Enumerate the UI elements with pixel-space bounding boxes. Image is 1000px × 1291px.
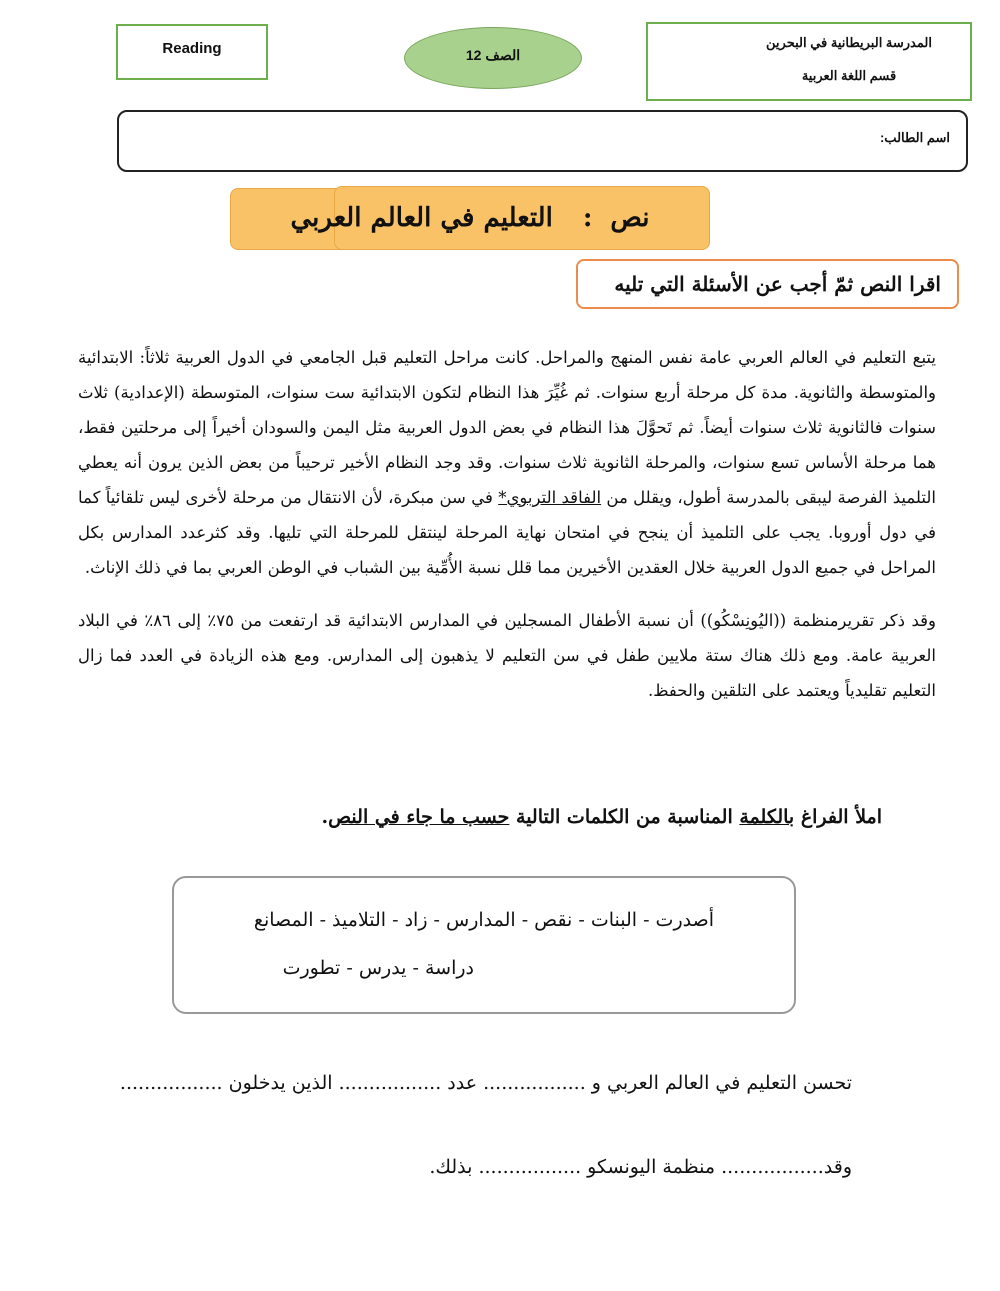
exercise-title-part4: حسب ما جاء في النص [328, 806, 510, 828]
title-colon: : [582, 203, 593, 233]
grade-label: الصف 12 [465, 46, 521, 63]
reading-passage [78, 340, 936, 708]
fill-sentence-1[interactable]: تحسن التعليم في العالم العربي و ................. عدد ................. الذين يدخلون ................. [119, 1072, 852, 1094]
exercise-title-part1: املأ الفراغ [800, 806, 882, 828]
grade-oval [404, 27, 582, 89]
exercise-title-part3: المناسبة من الكلمات التالية [516, 806, 733, 828]
school-name: المدرسة البريطانية في البحرين [766, 35, 932, 50]
passage-paragraph-1 [78, 340, 936, 585]
word-bank-line-2: دراسة - يدرس - تطورت [282, 957, 474, 979]
passage-paragraph-2: وقد ذكر تقريرمنظمة ((اليُونِسْكُو)) أن نسبة الأطفال المسجلين في المدارس الابتدائية قد ارتفعت من ٧٥٪ إلى ٨٦٪ في البلاد العربية عامة. ومع ذلك هناك ستة ملايين طفل في سن التعليم لا يذهبون إلى المدارس. ومع هذه الزيادة في العدد فما زال التعليم تقليدياً ويعتمد على التلقين والحفظ. [78, 611, 936, 700]
exercise-title-end: . [321, 806, 329, 828]
student-name-label: اسم الطالب: [879, 130, 950, 145]
word-bank-line-1: أصدرت - البنات - نقص - المدارس - زاد - التلاميذ - المصانع [253, 909, 714, 931]
reading-instruction [576, 259, 959, 309]
word-bank [172, 876, 796, 1014]
school-info-box [646, 22, 972, 101]
exercise-title [322, 806, 882, 828]
title-label: نص [610, 203, 650, 233]
educational-loss-term: الفاقد التربوي* [498, 488, 602, 507]
exercise-title-part2: بالكلمة [739, 806, 795, 828]
title-text: التعليم في العالم العربي [290, 203, 553, 233]
passage-p1-part2: في سن مبكرة، لأن الانتقال من مرحلة لأخرى ليس تلقائياً كما في دول أوروبا. يجب على التلميذ أن ينجح في امتحان نهاية المرحلة لينتقل للمرحلة التي تليها. وقد كثرعدد المدارس بكل المراحل في جميع الدول العربية خلال العقدين الأخيرين مما قلل نسبة الأُمِّية بين الشباب في الوطن العربي بما في ذلك الإناث. [78, 488, 936, 577]
passage-p1-part1: يتبع التعليم في العالم العربي عامة نفس المنهج والمراحل. كانت مراحل التعليم قبل الجامعي في الدول العربية ثلاثاً: الابتدائية والمتوسطة والثانوية. مدة كل مرحلة أربع سنوات. ثم غُيِّرَ هذا النظام لتكون الابتدائية ست سنوات، المتوسطة (الإعدادية) ثلاث سنوات فالثانوية ثلاث سنوات أيضاً. ثم تَحوَّلَ هذا النظام في بعض الدول العربية مثل اليمن والسودان أخيراً إلى مرحلتين فقط، هما مرحلة الأساس تسع سنوات، والمرحلة الثانوية ثلاث سنوات. وقد وجد النظام الأخير ترحيباً من بعض الذين يرون أنه يعطي التلميذ الفرصة ليبقى بالمدرسة أطول، ويقلل من [78, 348, 936, 507]
instruction-text: اقرا النص ثمّ أجب عن الأسئلة التي تليه [614, 272, 941, 296]
reading-label-box [116, 24, 268, 80]
fill-sentence-2[interactable]: وقد................. منظمة اليونسكو ................. بذلك. [429, 1156, 852, 1178]
reading-label: Reading [162, 39, 222, 57]
student-name-box[interactable] [117, 110, 968, 172]
department-name: قسم اللغة العربية [801, 68, 897, 83]
page-title [230, 186, 710, 250]
